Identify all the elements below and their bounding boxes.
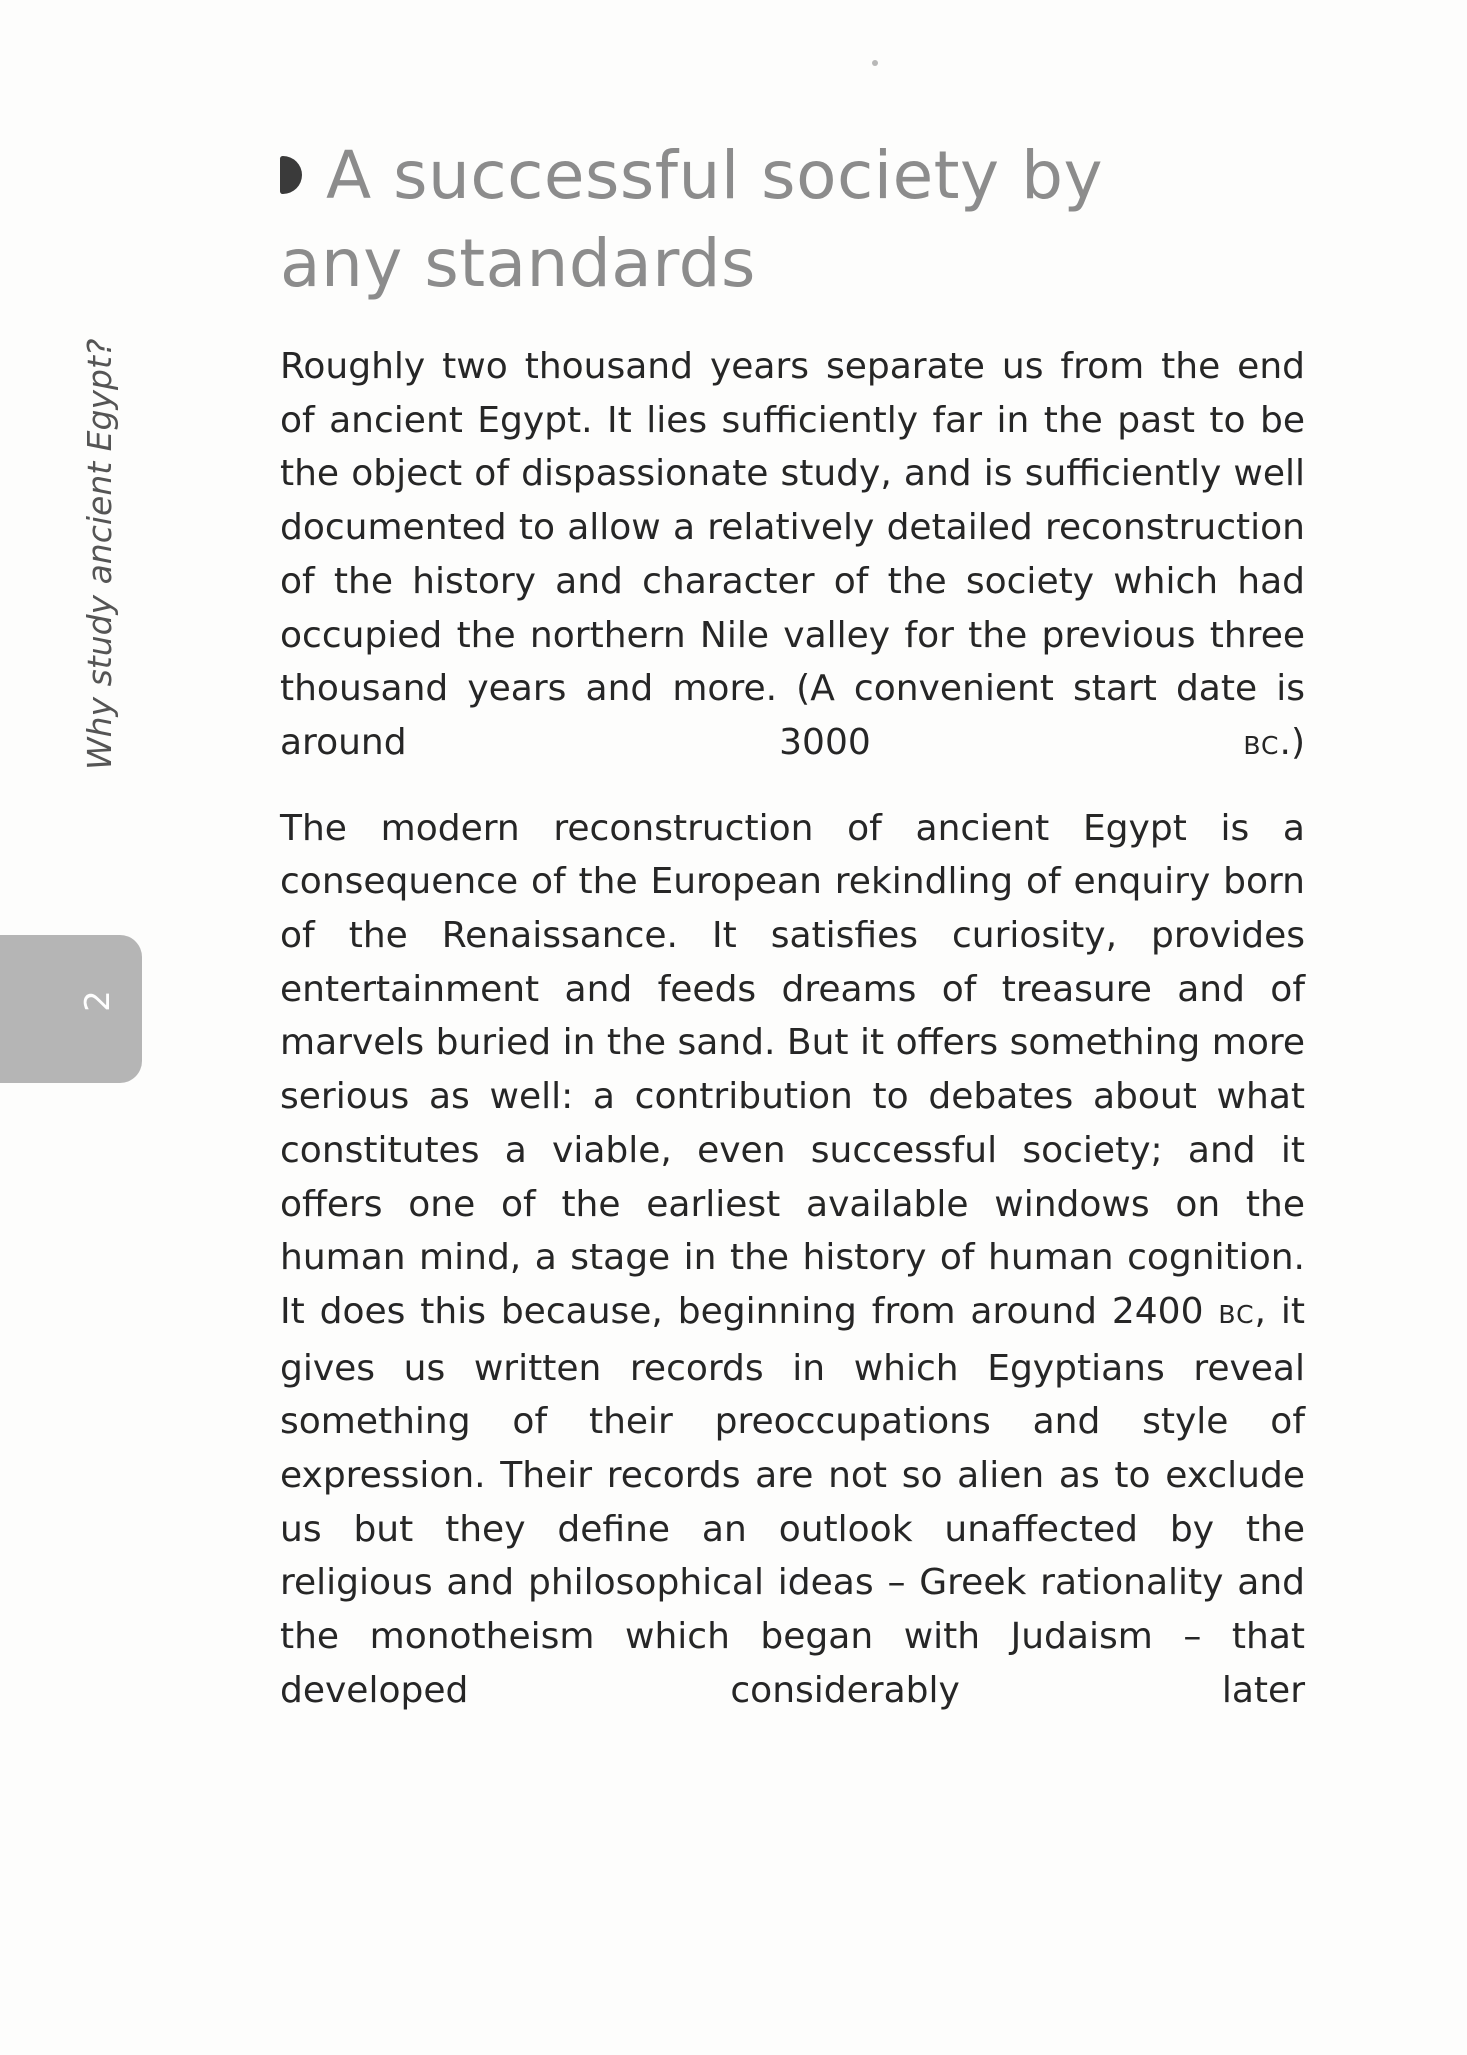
chapter-tab [0,935,142,1083]
paragraph-1 [280,340,1305,773]
running-head-text: Why study ancient Egypt? [80,338,119,770]
section-heading [280,132,1330,308]
era-abbreviation: BC [1243,730,1280,760]
era-abbreviation: BC [1218,1299,1255,1329]
chapter-number: 2 [78,990,118,1012]
paragraph-2 [280,802,1305,1718]
paragraph-2-text: The modern reconstruction of ancient Egypt is a consequence of the European rekindling of enquiry born of the Renaissance. It satisfies curiosity, provides entertainment and feeds dreams of treasure and of marvels buried in the sand. But it offers something more serious as well: a contribution to debates about what constitutes a viable, even successful society; and it offers one of the earliest available windows on the human mind, a stage in the history of human cognition. It does this because, beginning from around 2400 [280,807,1305,1332]
paragraph-2-end: , it gives us written records in which Egyptians reveal something of their preoccupations and style of expression. Their records are not so alien as to exclude us but they define an outlook unaffected by the religious and philosophical ideas – Greek rationality and the monotheism which began with Judaism – that developed considerably later [280,1290,1305,1711]
heading-line-1: A successful society by [326,137,1104,214]
paragraph-1-text: Roughly two thousand years separate us from the end of ancient Egypt. It lies sufficiently far in the past to be the object of dispassionate study, and is sufficiently well documented to allow a relatively detailed reconstruction of the history and character of the society which had occupied the northern Nile valley for the previous three thousand years and more. (A convenient start date is around 3000 [280,346,1305,763]
paper-speck [872,60,878,66]
running-head [70,338,130,920]
paragraph-1-end: .) [1279,721,1305,763]
heading-bullet-icon [280,156,302,194]
heading-line-2: any standards [280,225,756,302]
body-text [280,340,1305,1747]
